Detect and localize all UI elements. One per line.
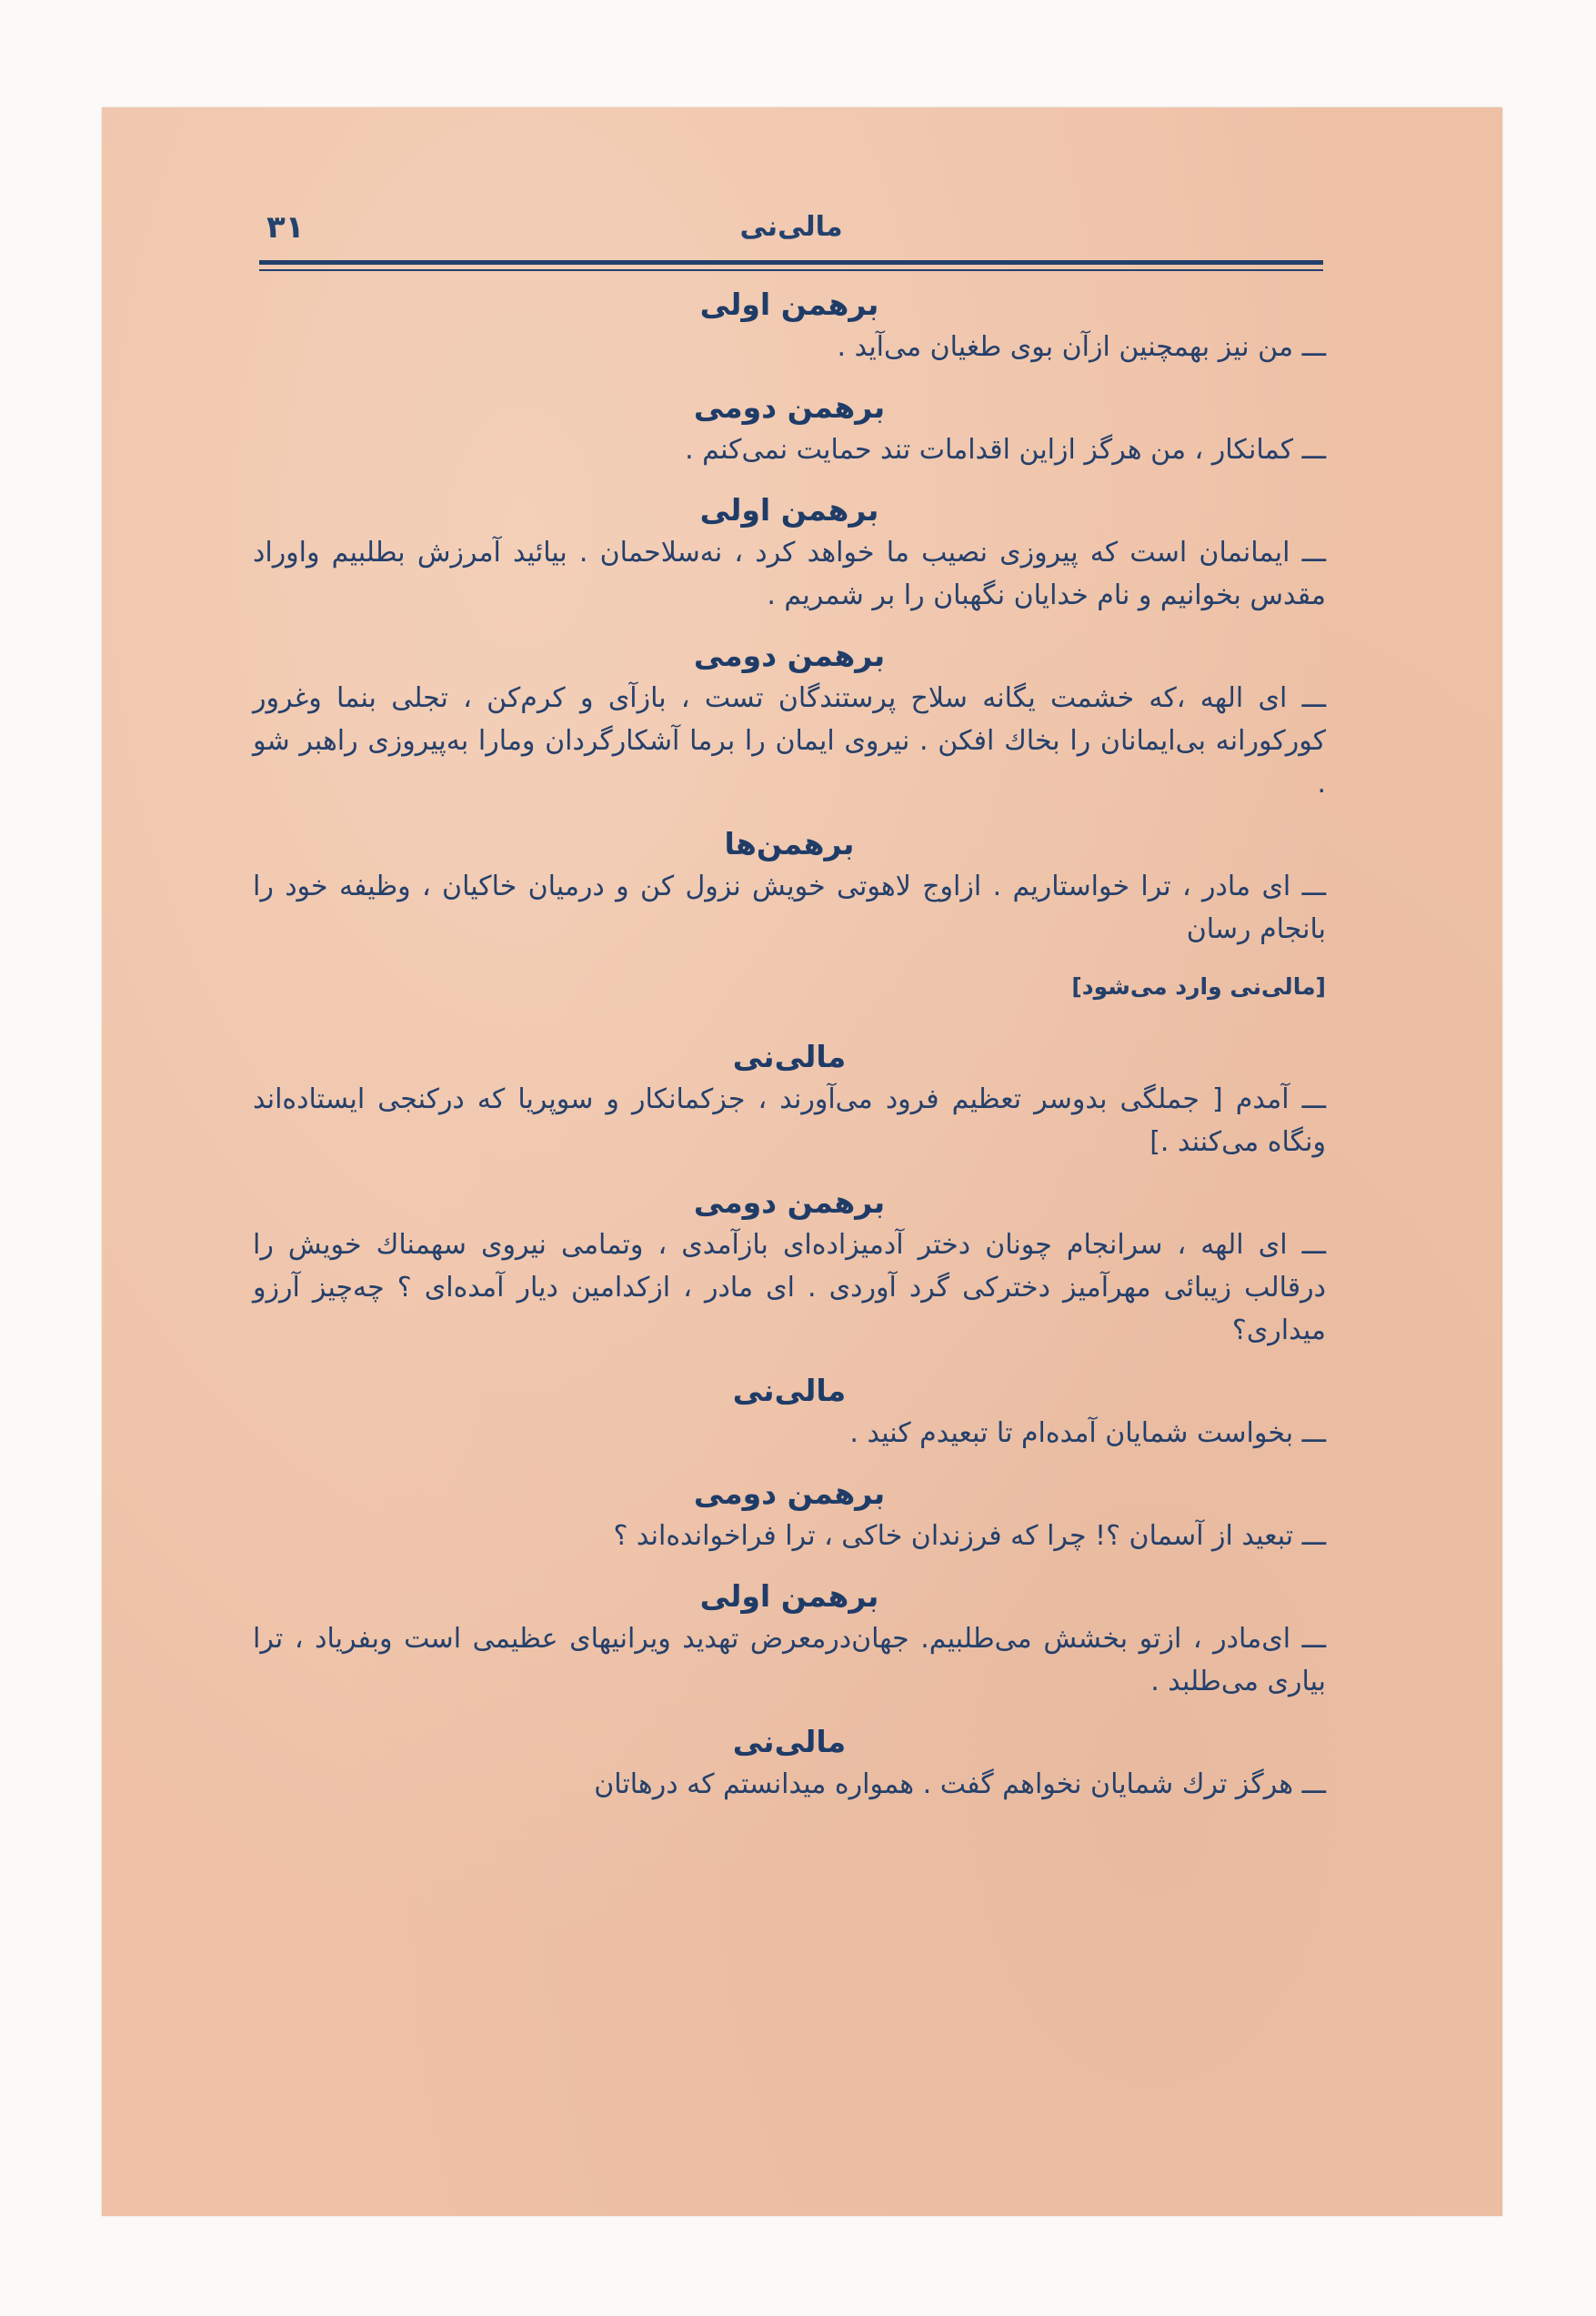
speech-line: ـــ ای‌مادر ، ازتو بخشش می‌طلبیم. جهان‌درمعرض تهدید ویرانیهای عظیمی است وبفریاد ، ترا بیاری می‌طلبد . [253, 1623, 1326, 1697]
speaker-name: برهمن اولی [699, 492, 879, 528]
speech-line: ـــ من نیز بهمچنین ازآن بوی طغیان می‌آید . [837, 331, 1326, 363]
speaker-name: مالی‌نی [732, 1039, 847, 1074]
speech-line: ـــ هرگز ترك شمایان نخواهم گفت . همواره میدانستم که درهاتان [594, 1768, 1326, 1800]
header-rule-thin [259, 269, 1323, 271]
page-number: ۳۱ [266, 209, 305, 246]
running-title: مالی‌نی [739, 211, 843, 243]
speech-line: ـــ بخواست شمایان آمده‌ام تا تبعیدم کنید . [849, 1417, 1326, 1449]
speaker-name: برهمن دومی [693, 638, 886, 673]
speech-line: ـــ آمدم [ جملگی بدوسر تعظیم فرود می‌آورند ، جزکمانکار و سوپریا که درکنجی ایستاده‌اند ونگاه می‌کنند .] [253, 1083, 1326, 1158]
speaker-name: برهمن اولی [699, 287, 879, 322]
text-body [253, 284, 1326, 1824]
header-rule [259, 260, 1323, 265]
speaker-name: برهمن دومی [693, 1475, 886, 1511]
speaker-name: برهمن دومی [693, 1184, 886, 1220]
speech-line: ـــ ای مادر ، ترا خواستاریم . ازاوج لاهوتی خویش نزول کن و درمیان خاکیان ، وظیفه خود را بانجام رسان [253, 871, 1326, 945]
speaker-name: برهمن اولی [699, 1578, 879, 1614]
speaker-name: برهمن دومی [693, 389, 886, 425]
speech-line: ـــ ایمانمان است که پیروزی نصیب ما خواهد کرد ، نه‌سلاحمان . بیائید آمرزش بطلبیم واوراد مقدس بخوانیم و نام خدایان نگهبان را بر شمریم . [253, 537, 1326, 611]
speaker-name: مالی‌نی [732, 1373, 847, 1408]
speaker-name: مالی‌نی [732, 1724, 847, 1759]
speech-line: ـــ کمانکار ، من هرگز ازاین اقدامات تند حمایت نمی‌کنم . [685, 434, 1326, 466]
stage-direction: [مالی‌نی وارد می‌شود] [1071, 973, 1326, 1000]
page-header [259, 211, 1323, 247]
speaker-name: برهمن‌ها [724, 826, 855, 861]
speech-line: ـــ ای الهه ،که خشمت یگانه سلاح پرستندگان تست ، بازآی و کرم‌کن ، تجلی بنما وغرور کورکورانه بی‌ایمانان را بخاك افکن . نیروی ایمان را برما آشکارگردان ومارا به‌پیروزی راهبر شو . [253, 682, 1326, 800]
speech-line: ـــ ای الهه ، سرانجام چونان دختر آدمیزاده‌ای بازآمدی ، وتمامی نیروی سهمناك خویش را درقالب زیبائی مهرآمیز دخترکی گرد آوردی . ای مادر ، ازکدامین دیار آمده‌ای ؟ چه‌چیز آرزو میداری؟ [253, 1229, 1326, 1346]
speech-line: ـــ تبعید از آسمان ؟! چرا که فرزندان خاکی ، ترا فراخوانده‌اند ؟ [613, 1520, 1326, 1552]
